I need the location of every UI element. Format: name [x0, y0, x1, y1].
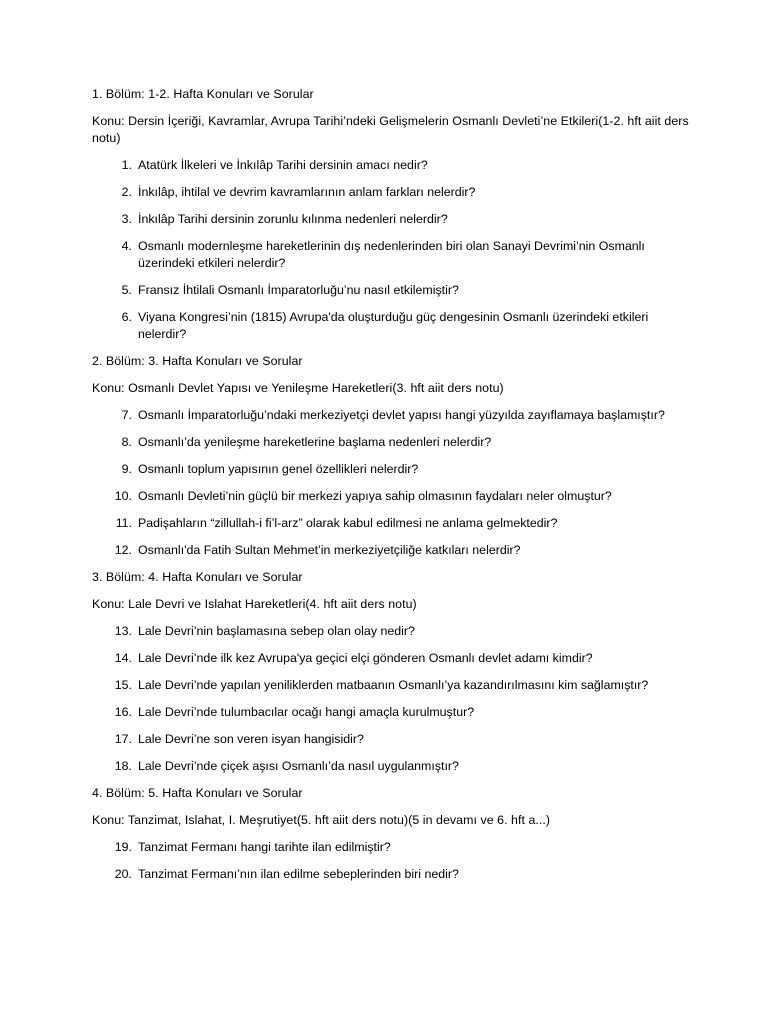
- question-text: Osmanlı modernleşme hareketlerinin dış nedenlerinden biri olan Sanayi Devrimi’nin Osmanlı üzerindeki etkileri nelerdir?: [138, 239, 645, 270]
- question-item: [92, 282, 692, 299]
- section-3: [92, 569, 692, 775]
- question-item: [92, 434, 692, 451]
- question-number: 12.: [114, 543, 132, 557]
- question-text: Osmanlı İmparatorluğu’ndaki merkeziyetçi devlet yapısı hangi yüzyılda zayıflamaya başlamıştır?: [138, 408, 665, 422]
- section-heading: 3. Bölüm: 4. Hafta Konuları ve Sorular: [92, 570, 303, 584]
- question-item: [92, 407, 692, 424]
- question-item: [92, 650, 692, 667]
- question-number: 13.: [114, 624, 132, 638]
- question-text: Lale Devri’ne son veren isyan hangisidir?: [138, 732, 364, 746]
- question-number: 6.: [121, 310, 132, 324]
- question-number: 20.: [114, 867, 132, 881]
- question-item: [92, 542, 692, 559]
- question-item: [92, 488, 692, 505]
- question-number: 15.: [114, 678, 132, 692]
- section-topic: Konu: Dersin İçeriği, Kavramlar, Avrupa Tarihi’ndeki Gelişmelerin Osmanlı Devleti’ne Etkileri(1-2. hft aiit ders notu): [92, 114, 689, 145]
- question-item: [92, 731, 692, 748]
- question-text: Atatürk İlkeleri ve İnkılâp Tarihi dersinin amacı nedir?: [138, 158, 428, 172]
- question-item: [92, 623, 692, 640]
- question-number: 19.: [114, 840, 132, 854]
- section-1: [92, 86, 692, 343]
- question-number: 9.: [121, 462, 132, 476]
- question-text: Viyana Kongresi’nin (1815) Avrupa'da oluşturduğu güç dengesinin Osmanlı üzerindeki etkileri nelerdir?: [138, 310, 649, 341]
- section-topic: Konu: Lale Devri ve Islahat Hareketleri(4. hft aiit ders notu): [92, 597, 417, 611]
- question-number: 18.: [114, 759, 132, 773]
- question-text: Lale Devri’nin başlamasına sebep olan olay nedir?: [138, 624, 415, 638]
- question-list: [92, 157, 692, 343]
- question-text: Osmanlı'da Fatih Sultan Mehmet’in merkeziyetçiliğe katkıları nelerdir?: [138, 543, 521, 557]
- question-number: 5.: [121, 283, 132, 297]
- question-item: [92, 211, 692, 228]
- question-number: 2.: [121, 185, 132, 199]
- question-item: [92, 515, 692, 532]
- question-item: [92, 157, 692, 174]
- question-number: 14.: [114, 651, 132, 665]
- question-item: [92, 309, 692, 343]
- question-text: Osmanlı’da yenileşme hareketlerine başlama nedenleri nelerdir?: [138, 435, 492, 449]
- question-text: Osmanlı toplum yapısının genel özellikleri nelerdir?: [138, 462, 419, 476]
- section-heading: 1. Bölüm: 1-2. Hafta Konuları ve Sorular: [92, 87, 314, 101]
- question-item: [92, 677, 692, 694]
- question-text: Lale Devri’nde yapılan yeniliklerden matbaanın Osmanlı’ya kazandırılmasını kim sağlamıştır?: [138, 678, 649, 692]
- question-text: Padişahların “zillullah-i fi’l-arz” olarak kabul edilmesi ne anlama gelmektedir?: [138, 516, 558, 530]
- question-text: İnkılâp Tarihi dersinin zorunlu kılınma nedenleri nelerdir?: [138, 212, 448, 226]
- question-item: [92, 238, 692, 272]
- question-text: Osmanlı Devleti’nin güçlü bir merkezi yapıya sahip olmasının faydaları neler olmuştur?: [138, 489, 612, 503]
- question-number: 17.: [114, 732, 132, 746]
- question-number: 1.: [121, 158, 132, 172]
- question-text: Lale Devri’nde ilk kez Avrupa'ya geçici elçi gönderen Osmanlı devlet adamı kimdir?: [138, 651, 593, 665]
- question-list: [92, 623, 692, 775]
- section-2: [92, 353, 692, 559]
- question-item: [92, 839, 692, 856]
- question-text: Lale Devri’nde tulumbacılar ocağı hangi amaçla kurulmuştur?: [138, 705, 475, 719]
- section-heading: 2. Bölüm: 3. Hafta Konuları ve Sorular: [92, 354, 303, 368]
- question-list: [92, 839, 692, 883]
- question-text: Lale Devri’nde çiçek aşısı Osmanlı’da nasıl uygulanmıştır?: [138, 759, 459, 773]
- question-item: [92, 866, 692, 883]
- question-number: 11.: [115, 516, 132, 530]
- question-number: 10.: [114, 489, 132, 503]
- question-text: İnkılâp, ihtilal ve devrim kavramlarının anlam farkları nelerdir?: [138, 185, 476, 199]
- question-number: 4.: [121, 239, 132, 253]
- question-item: [92, 758, 692, 775]
- question-item: [92, 184, 692, 201]
- question-text: Fransız İhtilali Osmanlı İmparatorluğu’nu nasıl etkilemiştir?: [138, 283, 459, 297]
- question-text: Tanzimat Fermanı’nın ilan edilme sebeplerinden biri nedir?: [138, 867, 459, 881]
- question-list: [92, 407, 692, 559]
- question-number: 16.: [114, 705, 132, 719]
- question-item: [92, 461, 692, 478]
- section-4: [92, 785, 692, 883]
- question-text: Tanzimat Fermanı hangi tarihte ilan edilmiştir?: [138, 840, 391, 854]
- document-page: [92, 86, 692, 893]
- section-topic: Konu: Tanzimat, Islahat, I. Meşrutiyet(5. hft aiit ders notu)(5 in devamı ve 6. hft a...): [92, 813, 551, 827]
- section-heading: 4. Bölüm: 5. Hafta Konuları ve Sorular: [92, 786, 303, 800]
- section-topic: Konu: Osmanlı Devlet Yapısı ve Yenileşme Hareketleri(3. hft aiit ders notu): [92, 381, 504, 395]
- question-number: 7.: [121, 408, 132, 422]
- question-number: 3.: [121, 212, 132, 226]
- question-item: [92, 704, 692, 721]
- question-number: 8.: [121, 435, 132, 449]
